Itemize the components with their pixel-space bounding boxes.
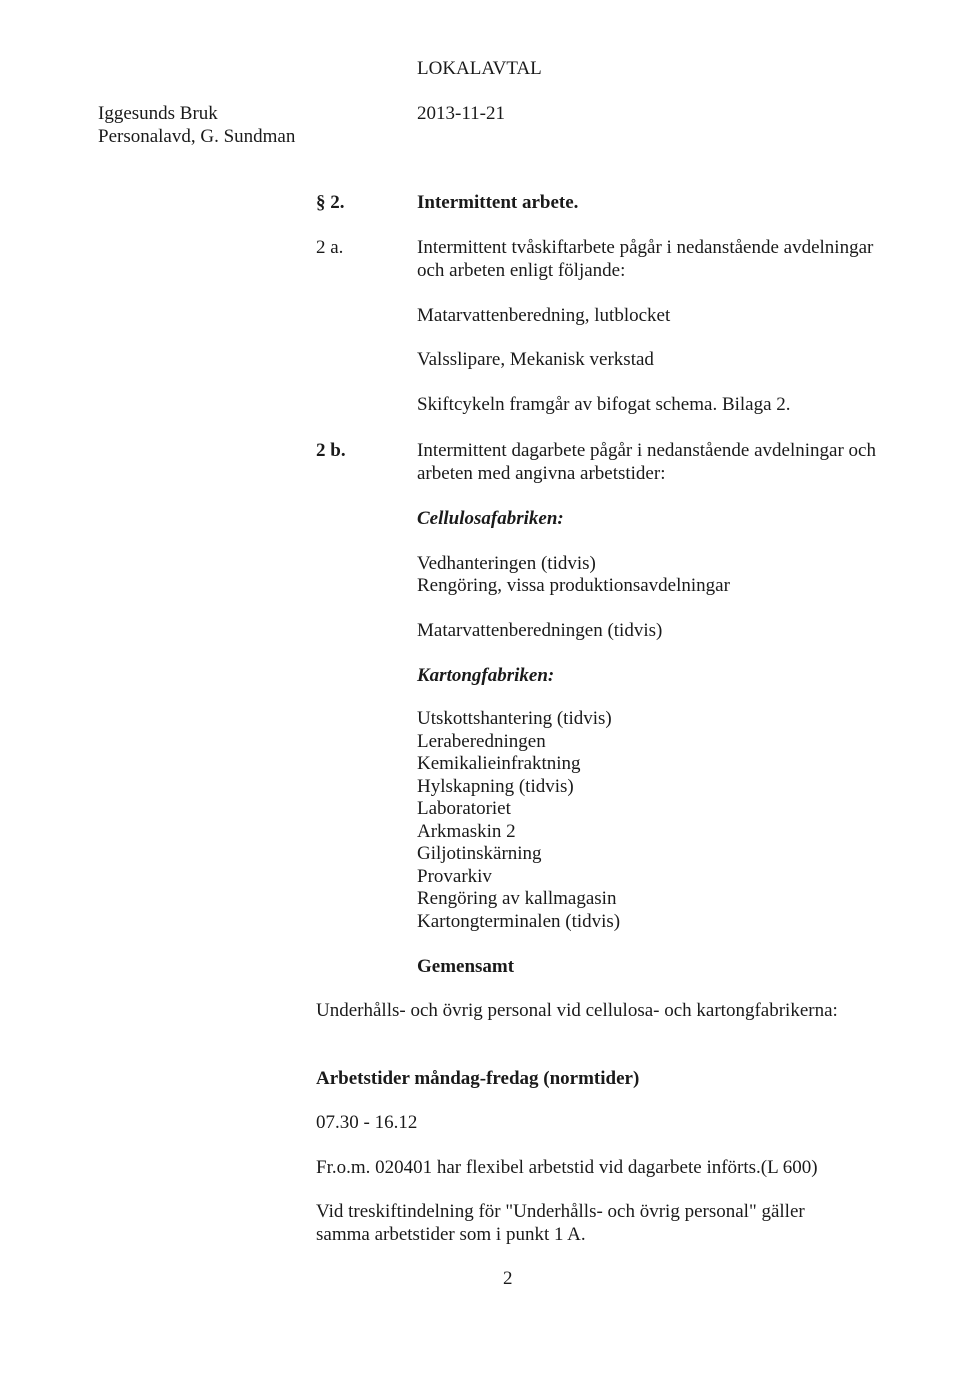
list-item: Provarkiv	[417, 866, 492, 887]
shift-note-line2: samma arbetstider som i punkt 1 A.	[316, 1224, 586, 1245]
list-item: Kemikalieinfraktning	[417, 753, 581, 774]
flex-note: Fr.o.m. 020401 har flexibel arbetstid vid dagarbete införts.(L 600)	[316, 1157, 818, 1178]
list-item: Laboratoriet	[417, 798, 511, 819]
list-item: Rengöring av kallmagasin	[417, 888, 617, 909]
list-item: Valsslipare, Mekanisk verkstad	[417, 349, 654, 370]
gemensamt-text: Underhålls- och övrig personal vid cellulosa- och kartongfabrikerna:	[316, 1000, 838, 1021]
company-name: Iggesunds Bruk	[98, 103, 218, 124]
section-heading: Intermittent arbete.	[417, 192, 579, 213]
list-item: Vedhanteringen (tidvis)	[417, 553, 596, 574]
shift-note-line1: Vid treskiftindelning för "Underhålls- och övrig personal" gäller	[316, 1201, 805, 1222]
list-item: Giljotinskärning	[417, 843, 542, 864]
gemensamt-heading: Gemensamt	[417, 956, 515, 977]
document-title: LOKALAVTAL	[417, 58, 542, 79]
cellulosa-heading: Cellulosafabriken:	[417, 508, 564, 529]
list-item: Hylskapning (tidvis)	[417, 776, 574, 797]
part-a-intro-line1: Intermittent tvåskiftarbete pågår i nedanstående avdelningar	[417, 237, 874, 258]
list-item: Skiftcykeln framgår av bifogat schema. Bilaga 2.	[417, 394, 791, 415]
list-item: Utskottshantering (tidvis)	[417, 708, 612, 729]
list-item: Rengöring, vissa produktionsavdelningar	[417, 575, 730, 596]
page-number: 2	[503, 1268, 513, 1289]
list-item: Matarvattenberedning, lutblocket	[417, 305, 671, 326]
part-a-intro-line2: och arbeten enligt följande:	[417, 260, 626, 281]
worktime-heading: Arbetstider måndag-fredag (normtider)	[316, 1068, 640, 1089]
part-b-intro-line2: arbeten med angivna arbetstider:	[417, 463, 666, 484]
section-number: § 2.	[316, 192, 345, 213]
department: Personalavd, G. Sundman	[98, 126, 296, 147]
worktime-hours: 07.30 - 16.12	[316, 1112, 418, 1133]
list-item: Arkmaskin 2	[417, 821, 516, 842]
document-date: 2013-11-21	[417, 103, 505, 124]
part-b-label: 2 b.	[316, 440, 346, 461]
list-item: Matarvattenberedningen (tidvis)	[417, 620, 663, 641]
part-a-label: 2 a.	[316, 237, 344, 258]
list-item: Kartongterminalen (tidvis)	[417, 911, 621, 932]
part-b-intro-line1: Intermittent dagarbete pågår i nedanstående avdelningar och	[417, 440, 876, 461]
list-item: Leraberedningen	[417, 731, 546, 752]
kartong-heading: Kartongfabriken:	[417, 665, 555, 686]
